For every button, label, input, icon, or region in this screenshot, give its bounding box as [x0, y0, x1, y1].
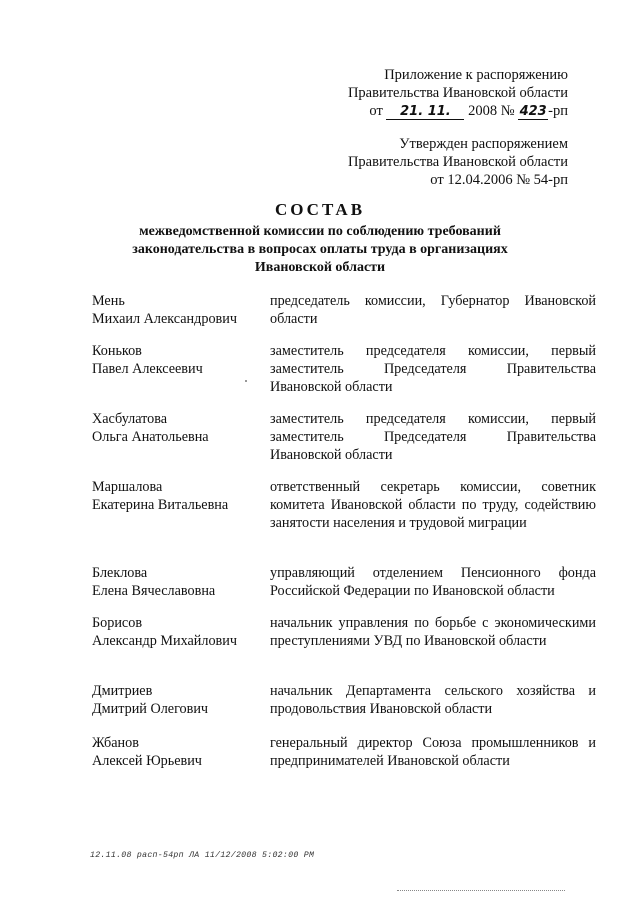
member-role: генеральный директор Союза промышленников и предпринимателей Ивановской области	[270, 735, 596, 769]
member-name	[92, 682, 262, 718]
scan-speck	[245, 380, 247, 382]
member-name	[92, 342, 262, 378]
member-given-name: Екатерина Витальевна	[92, 497, 229, 513]
member-surname: Борисов	[92, 615, 143, 631]
member-role: заместитель председателя комиссии, первый заместитель Председателя Правительства Ивановской области	[270, 343, 596, 395]
member-given-name: Елена Вячеславовна	[92, 583, 216, 599]
member-surname: Мень	[92, 293, 125, 309]
approved-line-3: от 12.04.2006 № 54-рп	[430, 172, 568, 188]
footer-stamp: 12.11.08 расп-54рп ЛА 11/12/2008 5:02:00 PM	[90, 851, 315, 860]
member-name	[92, 564, 262, 600]
number-handwritten: 423	[519, 104, 547, 119]
appendix-line-1: Приложение к распоряжению	[384, 67, 568, 83]
member-surname: Коньков	[92, 343, 142, 359]
member-given-name: Павел Алексеевич	[92, 361, 203, 377]
member-given-name: Дмитрий Олегович	[92, 701, 209, 717]
approved-line-2: Правительства Ивановской области	[347, 154, 568, 170]
member-surname: Жбанов	[92, 735, 139, 751]
member-given-name: Александр Михайлович	[92, 633, 237, 649]
member-name	[92, 478, 262, 514]
appendix-header	[348, 66, 568, 120]
title-main: СОСТАВ	[274, 200, 366, 219]
date-field	[386, 104, 464, 120]
member-given-name: Алексей Юрьевич	[92, 753, 202, 769]
member-role: председатель комиссии, Губернатор Ивановской области	[270, 293, 596, 327]
approved-header	[348, 135, 568, 189]
scan-artifact-line	[397, 890, 565, 891]
member-role: управляющий отделением Пенсионного фонда Российской Федерации по Ивановской области	[270, 565, 596, 599]
date-year: 2008	[468, 103, 498, 119]
member-surname: Маршалова	[92, 479, 163, 495]
member-name	[92, 410, 262, 446]
appendix-date-line	[348, 102, 568, 120]
number-sign: №	[500, 103, 515, 119]
member-role: начальник управления по борьбе с экономическими преступлениями УВД по Ивановской области	[270, 615, 596, 649]
document-title	[0, 200, 640, 277]
member-role: ответственный секретарь комиссии, советник комитета Ивановской области по труду, содействию занятости населения и трудовой миграции	[270, 479, 596, 531]
member-name	[92, 292, 262, 328]
subtitle-line-1: межведомственной комиссии по соблюдению требований	[139, 224, 501, 239]
member-name	[92, 614, 262, 650]
approved-line-1: Утвержден распоряжением	[399, 136, 568, 152]
member-given-name: Михаил Александрович	[92, 311, 237, 327]
number-suffix: -рп	[548, 103, 568, 119]
appendix-line-2: Правительства Ивановской области	[347, 85, 568, 101]
member-given-name: Ольга Анатольевна	[92, 429, 209, 445]
member-surname: Дмитриев	[92, 683, 153, 699]
member-surname: Хасбулатова	[92, 411, 168, 427]
number-field	[518, 104, 548, 120]
member-role: начальник Департамента сельского хозяйства и продовольствия Ивановской области	[270, 683, 596, 717]
member-name	[92, 734, 262, 770]
member-role: заместитель председателя комиссии, первый заместитель Председателя Правительства Ивановской области	[270, 411, 596, 463]
date-prefix: от	[369, 103, 383, 119]
member-surname: Блеклова	[92, 565, 148, 581]
subtitle-line-3: Ивановской области	[254, 260, 386, 275]
subtitle-line-2: законодательства в вопросах оплаты труда в организациях	[132, 242, 508, 257]
date-handwritten: 21. 11.	[400, 104, 451, 119]
